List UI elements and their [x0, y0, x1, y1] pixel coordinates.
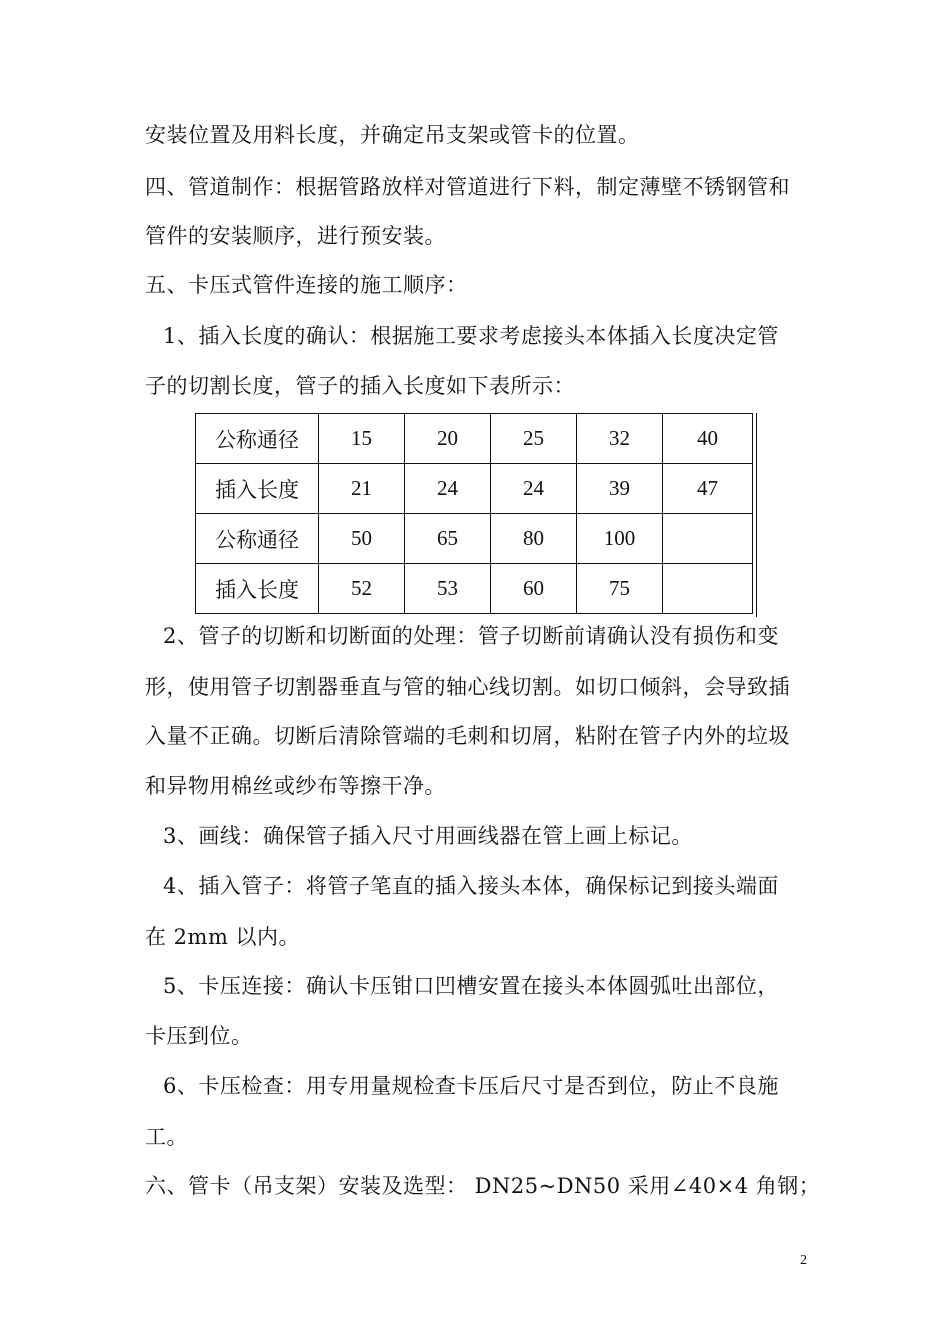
table-cell: 21 [319, 464, 405, 514]
table-cell: 插入长度 [196, 564, 319, 614]
paragraph-line: 安装位置及用料长度，并确定吊支架或管卡的位置。 [145, 123, 640, 147]
paragraph-line: 子的切割长度，管子的插入长度如下表所示： [145, 374, 575, 398]
table-cell: 50 [319, 514, 405, 564]
paragraph-line: 3、画线：确保管子插入尺寸用画线器在管上画上标记。 [163, 824, 693, 848]
table-cell: 75 [577, 564, 663, 614]
paragraph-line: 卡压到位。 [145, 1024, 253, 1048]
paragraph-line: 入量不正确。切断后清除管端的毛刺和切屑，粘附在管子内外的垃圾 [145, 724, 790, 748]
section-heading: 五、卡压式管件连接的施工顺序： [145, 273, 468, 297]
paragraph-line: 管件的安装顺序，进行预安装。 [145, 224, 446, 248]
paragraph-line: 在 2mm 以内。 [145, 925, 301, 949]
paragraph-line: 2、管子的切断和切断面的处理：管子切断前请确认没有损伤和变 [163, 624, 779, 648]
section-heading: 六、管卡（吊支架）安装及选型： DN25~DN50 采用∠40×4 角钢； [145, 1174, 821, 1198]
table-cell: 32 [577, 414, 663, 464]
table-row [196, 414, 753, 464]
table-cell [663, 564, 753, 614]
table-cell: 20 [405, 414, 491, 464]
table-cell: 39 [577, 464, 663, 514]
table-cell [663, 514, 753, 564]
table-cell: 24 [491, 464, 577, 514]
paragraph-line: 和异物用棉丝或纱布等擦干净。 [145, 774, 446, 798]
paragraph-line: 1、插入长度的确认：根据施工要求考虑接头本体插入长度决定管 [163, 324, 779, 348]
table-cell: 公称通径 [196, 414, 319, 464]
paragraph-line: 4、插入管子：将管子笔直的插入接头本体，确保标记到接头端面 [163, 874, 779, 898]
paragraph-line: 形，使用管子切割器垂直与管的轴心线切割。如切口倾斜，会导致插 [145, 675, 790, 699]
table-row [196, 564, 753, 614]
table-cell: 47 [663, 464, 753, 514]
table-cell: 80 [491, 514, 577, 564]
table-cell: 65 [405, 514, 491, 564]
table-row [196, 464, 753, 514]
table-row [196, 514, 753, 564]
table-cell: 24 [405, 464, 491, 514]
table-cell: 公称通径 [196, 514, 319, 564]
paragraph-line: 工。 [145, 1125, 188, 1149]
table-cell: 100 [577, 514, 663, 564]
table-cell: 15 [319, 414, 405, 464]
page-number: 2 [800, 1253, 807, 1268]
table-cell: 40 [663, 414, 753, 464]
table-cell: 60 [491, 564, 577, 614]
insertion-length-table [195, 413, 753, 614]
table-cell: 53 [405, 564, 491, 614]
table-cell: 25 [491, 414, 577, 464]
paragraph-line: 6、卡压检查：用专用量规检查卡压后尺寸是否到位，防止不良施 [163, 1074, 779, 1098]
table-cell: 52 [319, 564, 405, 614]
paragraph-line: 5、卡压连接：确认卡压钳口凹槽安置在接头本体圆弧吐出部位， [163, 974, 779, 998]
table-double-border [756, 413, 757, 617]
table-cell: 插入长度 [196, 464, 319, 514]
paragraph-line: 四、管道制作：根据管路放样对管道进行下料，制定薄壁不锈钢管和 [145, 175, 790, 199]
